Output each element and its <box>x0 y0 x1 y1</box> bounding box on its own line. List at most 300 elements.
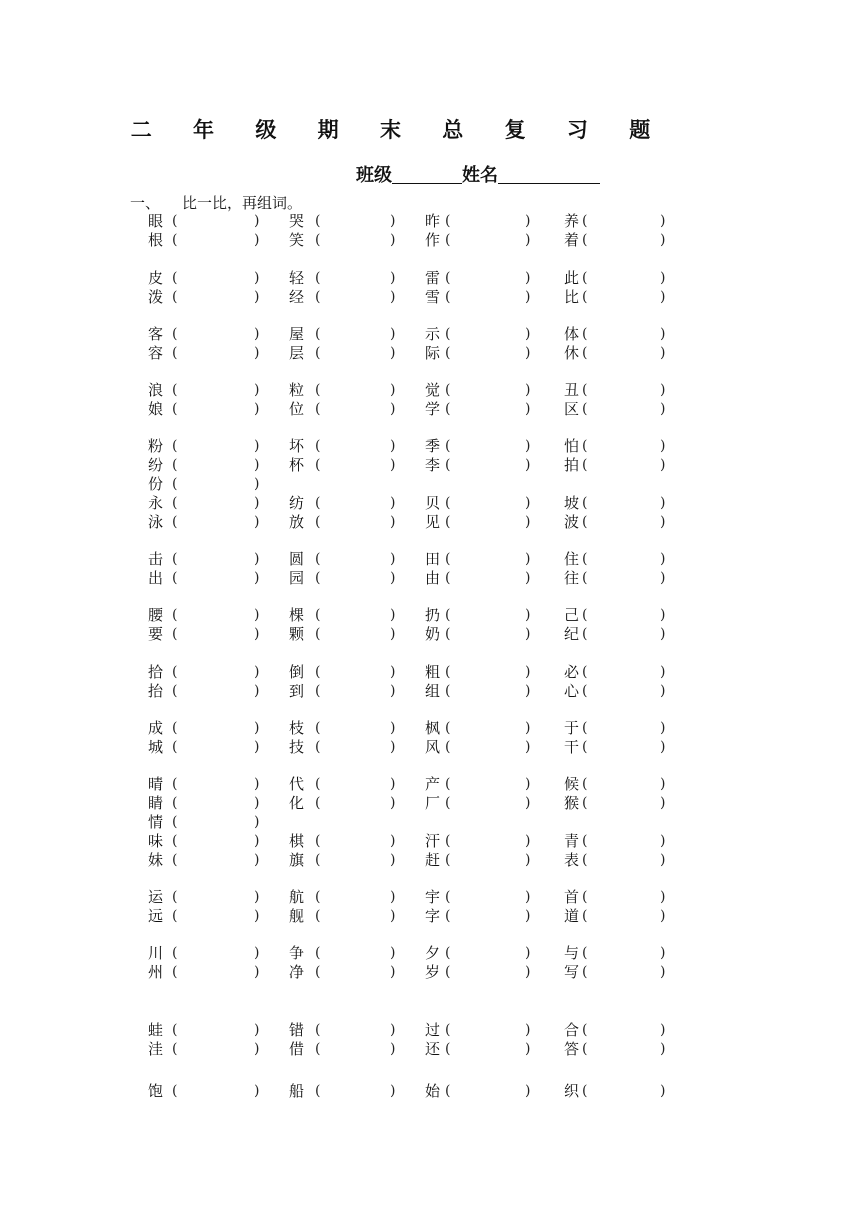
answer-blank-close: ) <box>660 382 666 398</box>
character: 枫 <box>425 719 441 737</box>
answer-blank-open[interactable]: ( <box>582 551 588 567</box>
answer-blank-close: ) <box>390 1041 396 1057</box>
answer-blank-close: ) <box>390 776 396 792</box>
answer-blank-close: ) <box>254 1022 260 1038</box>
character: 击 <box>148 550 164 568</box>
character: 泼 <box>148 288 164 306</box>
character: 纪 <box>564 625 580 643</box>
answer-blank-open[interactable]: ( <box>445 326 451 342</box>
answer-blank-open[interactable]: ( <box>172 683 178 699</box>
character: 净 <box>289 963 305 981</box>
character: 心 <box>564 682 580 700</box>
character: 浪 <box>148 381 164 399</box>
answer-blank-close: ) <box>525 776 531 792</box>
character: 放 <box>289 513 305 531</box>
section-heading <box>130 192 302 213</box>
answer-blank-open[interactable]: ( <box>582 607 588 623</box>
answer-blank-close: ) <box>390 457 396 473</box>
answer-blank-open[interactable]: ( <box>445 683 451 699</box>
answer-blank-open[interactable]: ( <box>582 326 588 342</box>
answer-blank-open[interactable]: ( <box>172 776 178 792</box>
answer-blank-open[interactable]: ( <box>172 270 178 286</box>
answer-blank-close: ) <box>660 570 666 586</box>
answer-blank-close: ) <box>254 683 260 699</box>
character: 粉 <box>148 437 164 455</box>
answer-blank-open[interactable]: ( <box>172 626 178 642</box>
answer-blank-open[interactable]: ( <box>445 945 451 961</box>
character: 成 <box>148 719 164 737</box>
answer-blank-open[interactable]: ( <box>315 1022 321 1038</box>
answer-blank-close: ) <box>660 289 666 305</box>
character: 航 <box>289 888 305 906</box>
character: 粒 <box>289 381 305 399</box>
answer-blank-close: ) <box>390 345 396 361</box>
answer-blank-open[interactable]: ( <box>445 776 451 792</box>
answer-blank-close: ) <box>390 1022 396 1038</box>
character: 示 <box>425 325 441 343</box>
answer-blank-close: ) <box>254 814 260 830</box>
answer-blank-open[interactable]: ( <box>315 852 321 868</box>
answer-blank-close: ) <box>254 382 260 398</box>
character: 蛙 <box>148 1021 164 1039</box>
answer-blank-close: ) <box>525 833 531 849</box>
answer-blank-open[interactable]: ( <box>172 1022 178 1038</box>
answer-blank-open[interactable]: ( <box>172 814 178 830</box>
answer-blank-open[interactable]: ( <box>172 739 178 755</box>
character: 园 <box>289 569 305 587</box>
answer-blank-close: ) <box>254 457 260 473</box>
class-blank[interactable] <box>392 163 462 184</box>
class-name-line <box>356 161 600 187</box>
answer-blank-open[interactable]: ( <box>172 289 178 305</box>
answer-blank-close: ) <box>525 326 531 342</box>
answer-blank-open[interactable]: ( <box>172 1041 178 1057</box>
answer-blank-close: ) <box>390 213 396 229</box>
answer-blank-open[interactable]: ( <box>172 889 178 905</box>
answer-blank-open[interactable]: ( <box>582 852 588 868</box>
character: 哭 <box>289 212 305 230</box>
answer-blank-open[interactable]: ( <box>582 833 588 849</box>
answer-blank-open[interactable]: ( <box>582 438 588 454</box>
answer-blank-open[interactable]: ( <box>172 908 178 924</box>
character: 饱 <box>148 1082 164 1100</box>
answer-blank-open[interactable]: ( <box>172 720 178 736</box>
character: 昨 <box>425 212 441 230</box>
answer-blank-close: ) <box>660 495 666 511</box>
answer-blank-open[interactable]: ( <box>315 833 321 849</box>
character: 岁 <box>425 963 441 981</box>
answer-blank-open[interactable]: ( <box>315 607 321 623</box>
character: 化 <box>289 794 305 812</box>
answer-blank-close: ) <box>390 908 396 924</box>
section-instruction: 比一比，再组词。 <box>182 194 303 212</box>
answer-blank-close: ) <box>525 570 531 586</box>
answer-blank-open[interactable]: ( <box>445 1041 451 1057</box>
character: 纷 <box>148 456 164 474</box>
answer-blank-open[interactable]: ( <box>582 795 588 811</box>
character: 际 <box>425 344 441 362</box>
character: 过 <box>425 1021 441 1039</box>
answer-blank-open[interactable]: ( <box>315 289 321 305</box>
character: 答 <box>564 1040 580 1058</box>
answer-blank-open[interactable]: ( <box>172 213 178 229</box>
character: 皮 <box>148 269 164 287</box>
answer-blank-open[interactable]: ( <box>315 664 321 680</box>
character: 舰 <box>289 907 305 925</box>
answer-blank-open[interactable]: ( <box>315 683 321 699</box>
answer-blank-open[interactable]: ( <box>445 908 451 924</box>
answer-blank-open[interactable]: ( <box>315 964 321 980</box>
answer-blank-open[interactable]: ( <box>582 457 588 473</box>
answer-blank-open[interactable]: ( <box>315 495 321 511</box>
answer-blank-close: ) <box>254 401 260 417</box>
answer-blank-open[interactable]: ( <box>445 739 451 755</box>
answer-blank-open[interactable]: ( <box>315 889 321 905</box>
character: 拾 <box>148 663 164 681</box>
answer-blank-close: ) <box>660 908 666 924</box>
name-label: 姓名 <box>462 165 498 186</box>
answer-blank-open[interactable]: ( <box>445 570 451 586</box>
answer-blank-open[interactable]: ( <box>445 664 451 680</box>
character: 技 <box>289 738 305 756</box>
character: 养 <box>564 212 580 230</box>
character: 学 <box>425 400 441 418</box>
answer-blank-close: ) <box>525 683 531 699</box>
character: 往 <box>564 569 580 587</box>
answer-blank-close: ) <box>390 270 396 286</box>
answer-blank-open[interactable]: ( <box>582 1041 588 1057</box>
answer-blank-close: ) <box>254 889 260 905</box>
character: 远 <box>148 907 164 925</box>
answer-blank-open[interactable]: ( <box>582 889 588 905</box>
character: 干 <box>564 738 580 756</box>
answer-blank-open[interactable]: ( <box>172 852 178 868</box>
answer-blank-open[interactable]: ( <box>172 382 178 398</box>
answer-blank-open[interactable]: ( <box>172 438 178 454</box>
answer-blank-open[interactable]: ( <box>315 720 321 736</box>
character: 枝 <box>289 719 305 737</box>
character: 见 <box>425 513 441 531</box>
answer-blank-open[interactable]: ( <box>315 739 321 755</box>
character: 到 <box>289 682 305 700</box>
answer-blank-open[interactable]: ( <box>445 551 451 567</box>
answer-blank-close: ) <box>390 889 396 905</box>
answer-blank-close: ) <box>660 1022 666 1038</box>
section-number: 一、 <box>130 194 161 212</box>
answer-blank-close: ) <box>254 795 260 811</box>
answer-blank-open[interactable]: ( <box>582 908 588 924</box>
character: 己 <box>564 606 580 624</box>
answer-blank-open[interactable]: ( <box>445 720 451 736</box>
answer-blank-close: ) <box>254 720 260 736</box>
character: 产 <box>425 775 441 793</box>
answer-blank-open[interactable]: ( <box>315 908 321 924</box>
answer-blank-close: ) <box>525 514 531 530</box>
answer-blank-close: ) <box>390 945 396 961</box>
answer-blank-open[interactable]: ( <box>582 1083 588 1099</box>
character: 雷 <box>425 269 441 287</box>
answer-blank-open[interactable]: ( <box>172 345 178 361</box>
answer-blank-open[interactable]: ( <box>582 739 588 755</box>
answer-blank-open[interactable]: ( <box>445 289 451 305</box>
answer-blank-close: ) <box>254 664 260 680</box>
answer-blank-close: ) <box>390 607 396 623</box>
answer-blank-close: ) <box>660 852 666 868</box>
character: 粗 <box>425 663 441 681</box>
answer-blank-open[interactable]: ( <box>582 270 588 286</box>
answer-blank-close: ) <box>660 551 666 567</box>
answer-blank-open[interactable]: ( <box>445 795 451 811</box>
answer-blank-open[interactable]: ( <box>172 457 178 473</box>
answer-blank-close: ) <box>525 232 531 248</box>
answer-blank-open[interactable]: ( <box>582 683 588 699</box>
answer-blank-close: ) <box>660 683 666 699</box>
answer-blank-open[interactable]: ( <box>582 289 588 305</box>
answer-blank-close: ) <box>390 720 396 736</box>
answer-blank-open[interactable]: ( <box>445 401 451 417</box>
answer-blank-close: ) <box>660 795 666 811</box>
answer-blank-close: ) <box>254 438 260 454</box>
answer-blank-open[interactable]: ( <box>172 570 178 586</box>
character: 倒 <box>289 663 305 681</box>
answer-blank-close: ) <box>660 664 666 680</box>
answer-blank-close: ) <box>525 213 531 229</box>
character: 船 <box>289 1082 305 1100</box>
answer-blank-close: ) <box>254 739 260 755</box>
answer-blank-close: ) <box>525 345 531 361</box>
answer-blank-close: ) <box>390 683 396 699</box>
answer-blank-close: ) <box>660 213 666 229</box>
answer-blank-open[interactable]: ( <box>315 1083 321 1099</box>
answer-blank-open[interactable]: ( <box>445 495 451 511</box>
character: 表 <box>564 851 580 869</box>
character: 雪 <box>425 288 441 306</box>
answer-blank-close: ) <box>390 514 396 530</box>
answer-blank-close: ) <box>390 401 396 417</box>
answer-blank-close: ) <box>390 833 396 849</box>
answer-blank-open[interactable]: ( <box>582 232 588 248</box>
answer-blank-close: ) <box>525 438 531 454</box>
character: 区 <box>564 400 580 418</box>
character: 写 <box>564 963 580 981</box>
answer-blank-open[interactable]: ( <box>315 945 321 961</box>
character: 运 <box>148 888 164 906</box>
answer-blank-close: ) <box>254 476 260 492</box>
answer-blank-close: ) <box>254 964 260 980</box>
character: 晴 <box>148 775 164 793</box>
answer-blank-close: ) <box>660 232 666 248</box>
answer-blank-open[interactable]: ( <box>445 345 451 361</box>
answer-blank-open[interactable]: ( <box>445 833 451 849</box>
character: 于 <box>564 719 580 737</box>
character: 睛 <box>148 794 164 812</box>
character: 比 <box>564 288 580 306</box>
answer-blank-open[interactable]: ( <box>315 345 321 361</box>
answer-blank-open[interactable]: ( <box>582 570 588 586</box>
answer-blank-open[interactable]: ( <box>172 964 178 980</box>
answer-blank-open[interactable]: ( <box>172 514 178 530</box>
answer-blank-open[interactable]: ( <box>315 232 321 248</box>
answer-blank-close: ) <box>390 326 396 342</box>
answer-blank-close: ) <box>525 1022 531 1038</box>
character: 位 <box>289 400 305 418</box>
answer-blank-close: ) <box>660 457 666 473</box>
answer-blank-close: ) <box>525 739 531 755</box>
answer-blank-open[interactable]: ( <box>315 438 321 454</box>
character: 城 <box>148 738 164 756</box>
answer-blank-open[interactable]: ( <box>172 495 178 511</box>
answer-blank-open[interactable]: ( <box>582 776 588 792</box>
answer-blank-open[interactable]: ( <box>445 964 451 980</box>
answer-blank-close: ) <box>660 776 666 792</box>
answer-blank-open[interactable]: ( <box>445 607 451 623</box>
answer-blank-open[interactable]: ( <box>445 438 451 454</box>
answer-blank-open[interactable]: ( <box>315 776 321 792</box>
answer-blank-open[interactable]: ( <box>445 382 451 398</box>
answer-blank-close: ) <box>525 607 531 623</box>
answer-blank-open[interactable]: ( <box>315 551 321 567</box>
character: 作 <box>425 231 441 249</box>
answer-blank-open[interactable]: ( <box>172 476 178 492</box>
character: 始 <box>425 1082 441 1100</box>
answer-blank-close: ) <box>254 232 260 248</box>
answer-blank-open[interactable]: ( <box>315 1041 321 1057</box>
answer-blank-open[interactable]: ( <box>582 514 588 530</box>
character: 经 <box>289 288 305 306</box>
answer-blank-close: ) <box>254 776 260 792</box>
character: 着 <box>564 231 580 249</box>
answer-blank-open[interactable]: ( <box>445 514 451 530</box>
answer-blank-open[interactable]: ( <box>315 270 321 286</box>
answer-blank-open[interactable]: ( <box>315 382 321 398</box>
character: 此 <box>564 269 580 287</box>
answer-blank-open[interactable]: ( <box>315 514 321 530</box>
answer-blank-open[interactable]: ( <box>445 852 451 868</box>
answer-blank-close: ) <box>525 626 531 642</box>
answer-blank-open[interactable]: ( <box>445 213 451 229</box>
answer-blank-open[interactable]: ( <box>582 964 588 980</box>
answer-blank-open[interactable]: ( <box>172 664 178 680</box>
answer-blank-close: ) <box>390 964 396 980</box>
answer-blank-open[interactable]: ( <box>582 495 588 511</box>
answer-blank-open[interactable]: ( <box>172 945 178 961</box>
answer-blank-open[interactable]: ( <box>582 401 588 417</box>
answer-blank-open[interactable]: ( <box>172 1083 178 1099</box>
answer-blank-close: ) <box>525 664 531 680</box>
character: 坏 <box>289 437 305 455</box>
answer-blank-close: ) <box>525 382 531 398</box>
answer-blank-open[interactable]: ( <box>172 401 178 417</box>
character: 首 <box>564 888 580 906</box>
answer-blank-close: ) <box>525 889 531 905</box>
answer-blank-close: ) <box>254 570 260 586</box>
answer-blank-open[interactable]: ( <box>315 401 321 417</box>
character: 州 <box>148 963 164 981</box>
answer-blank-open[interactable]: ( <box>315 326 321 342</box>
answer-blank-open[interactable]: ( <box>172 232 178 248</box>
answer-blank-close: ) <box>660 964 666 980</box>
answer-blank-close: ) <box>254 213 260 229</box>
answer-blank-close: ) <box>254 1083 260 1099</box>
character: 妹 <box>148 851 164 869</box>
answer-blank-close: ) <box>254 289 260 305</box>
answer-blank-open[interactable]: ( <box>582 626 588 642</box>
answer-blank-open[interactable]: ( <box>445 1083 451 1099</box>
answer-blank-open[interactable]: ( <box>582 945 588 961</box>
character: 波 <box>564 513 580 531</box>
character: 贝 <box>425 494 441 512</box>
answer-blank-open[interactable]: ( <box>172 326 178 342</box>
answer-blank-open[interactable]: ( <box>315 795 321 811</box>
answer-blank-open[interactable]: ( <box>445 1022 451 1038</box>
answer-blank-open[interactable]: ( <box>315 457 321 473</box>
page-title: 二 年 级 期 末 总 复 习 题 <box>130 118 668 142</box>
answer-blank-open[interactable]: ( <box>445 232 451 248</box>
answer-blank-open[interactable]: ( <box>582 1022 588 1038</box>
answer-blank-close: ) <box>660 514 666 530</box>
answer-blank-open[interactable]: ( <box>172 551 178 567</box>
character: 圆 <box>289 550 305 568</box>
answer-blank-close: ) <box>525 720 531 736</box>
answer-blank-open[interactable]: ( <box>582 345 588 361</box>
answer-blank-open[interactable]: ( <box>445 270 451 286</box>
answer-blank-open[interactable]: ( <box>445 457 451 473</box>
answer-blank-open[interactable]: ( <box>445 626 451 642</box>
answer-blank-open[interactable]: ( <box>582 720 588 736</box>
character: 李 <box>425 456 441 474</box>
character: 永 <box>148 494 164 512</box>
answer-blank-close: ) <box>390 438 396 454</box>
answer-blank-close: ) <box>390 382 396 398</box>
answer-blank-close: ) <box>660 833 666 849</box>
answer-blank-open[interactable]: ( <box>315 626 321 642</box>
character: 丑 <box>564 381 580 399</box>
character: 厂 <box>425 794 441 812</box>
answer-blank-close: ) <box>254 495 260 511</box>
answer-blank-open[interactable]: ( <box>315 213 321 229</box>
answer-blank-open[interactable]: ( <box>582 382 588 398</box>
answer-blank-open[interactable]: ( <box>582 213 588 229</box>
answer-blank-open[interactable]: ( <box>582 664 588 680</box>
answer-blank-close: ) <box>660 326 666 342</box>
answer-blank-close: ) <box>390 551 396 567</box>
answer-blank-close: ) <box>660 1083 666 1099</box>
character: 棵 <box>289 606 305 624</box>
answer-blank-close: ) <box>660 270 666 286</box>
character: 容 <box>148 344 164 362</box>
answer-blank-open[interactable]: ( <box>172 795 178 811</box>
character: 住 <box>564 550 580 568</box>
character: 道 <box>564 907 580 925</box>
answer-blank-close: ) <box>525 1041 531 1057</box>
answer-blank-close: ) <box>254 833 260 849</box>
answer-blank-close: ) <box>525 457 531 473</box>
answer-blank-open[interactable]: ( <box>315 570 321 586</box>
answer-blank-open[interactable]: ( <box>445 889 451 905</box>
character: 川 <box>148 944 164 962</box>
character: 休 <box>564 344 580 362</box>
answer-blank-open[interactable]: ( <box>172 833 178 849</box>
name-blank[interactable] <box>498 163 600 184</box>
character: 夕 <box>425 944 441 962</box>
character: 杯 <box>289 456 305 474</box>
character: 猴 <box>564 794 580 812</box>
answer-blank-open[interactable]: ( <box>172 607 178 623</box>
answer-blank-close: ) <box>660 438 666 454</box>
answer-blank-close: ) <box>660 739 666 755</box>
answer-blank-close: ) <box>390 232 396 248</box>
answer-blank-close: ) <box>525 551 531 567</box>
